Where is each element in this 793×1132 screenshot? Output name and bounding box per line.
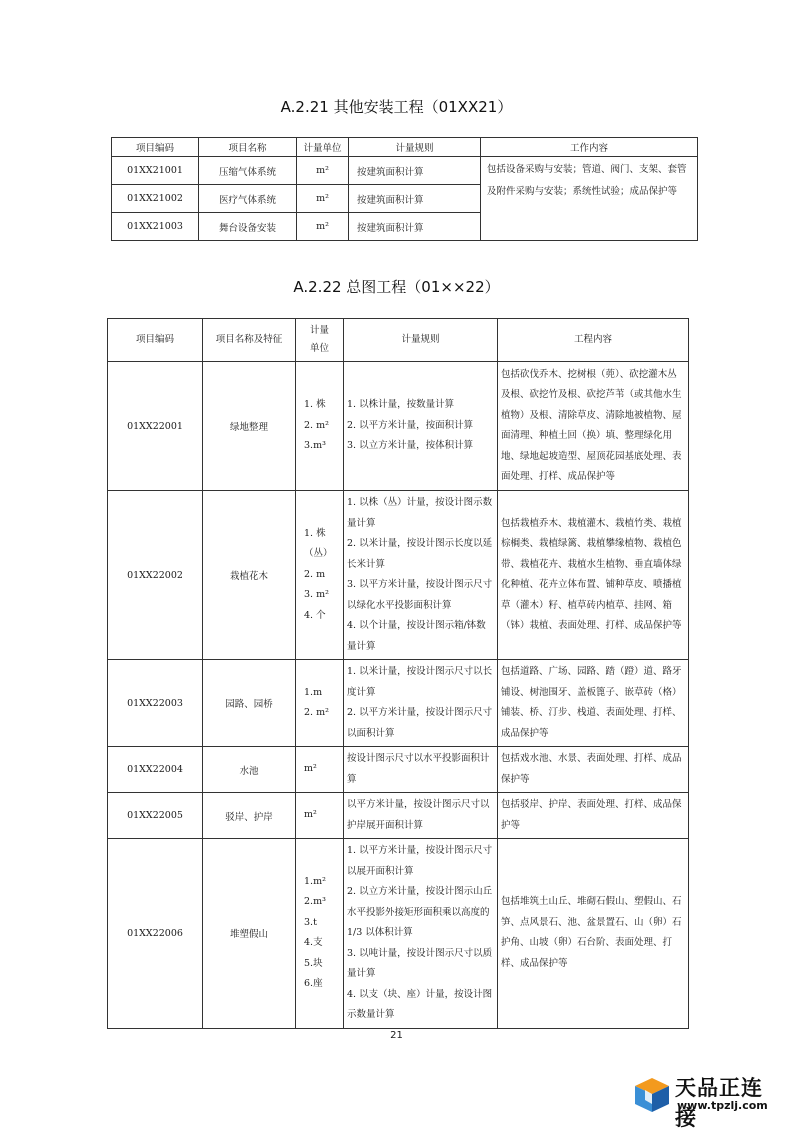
table-row xyxy=(108,747,689,793)
item-units xyxy=(296,491,344,660)
rule-line: 2. 以平方米计量，按设计图示尺寸以面积计算 xyxy=(347,707,493,739)
table-row xyxy=(108,491,689,660)
section-title-general-layout: A.2.22 总图工程（01××22） xyxy=(293,278,500,296)
unit-line: m² xyxy=(304,763,317,775)
table-row xyxy=(108,362,689,491)
item-name: 驳岸、护岸 xyxy=(203,793,296,839)
table-header-row xyxy=(112,138,698,157)
item-rules xyxy=(344,747,498,793)
item-code: 01XX21001 xyxy=(112,157,199,185)
item-rules xyxy=(344,793,498,839)
item-rules xyxy=(344,491,498,660)
item-code: 01XX22006 xyxy=(108,839,203,1029)
unit-line: 1.m² xyxy=(304,875,326,887)
unit-line: 2. m² xyxy=(304,707,329,718)
rule-line: 4. 以支（块、座）计量，按设计图示数量计算 xyxy=(347,988,493,1020)
item-unit: m² xyxy=(297,157,349,185)
item-work: 包括戏水池、水景、表面处理、打样、成品保护等 xyxy=(498,747,689,793)
section-title-other-installation: A.2.21 其他安装工程（01XX21） xyxy=(280,98,513,116)
unit-line: 3.m³ xyxy=(304,440,326,452)
item-work: 包括道路、广场、园路、踏（蹬）道、路牙铺设、树池围牙、盖板篦子、嵌草砖（格）铺装、桥、汀步、栈道、表面处理、打样、成品保护等 xyxy=(498,660,689,747)
item-name: 水池 xyxy=(203,747,296,793)
rule-line: 以平方米计量，按设计图示尺寸以护岸展开面积计算 xyxy=(347,799,490,831)
table-row xyxy=(112,157,698,185)
item-work: 包括栽植乔木、栽植灌木、栽植竹类、栽植棕榈类、栽植绿篱、栽植攀缘植物、栽植色带、栽植花卉、栽植水生植物、垂直墙体绿化种植、花卉立体布置、铺种草皮、喷播植草（灌木）籽、植草砖内植草、挂网、箱（钵）栽植、表面处理、打样、成品保护等 xyxy=(498,491,689,660)
item-work: 包括驳岸、护岸、表面处理、打样、成品保护等 xyxy=(498,793,689,839)
item-rule: 按建筑面积计算 xyxy=(349,185,481,213)
unit-line: 3.t xyxy=(304,916,317,928)
table-row xyxy=(108,793,689,839)
item-name: 绿地整理 xyxy=(203,362,296,491)
item-units xyxy=(296,362,344,491)
item-units xyxy=(296,793,344,839)
header-work: 工作内容 xyxy=(481,138,698,157)
unit-line: 1. 株 xyxy=(304,527,326,539)
item-code: 01XX22005 xyxy=(108,793,203,839)
header-name: 项目名称及特征 xyxy=(203,319,296,362)
item-code: 01XX22002 xyxy=(108,491,203,660)
item-rule: 按建筑面积计算 xyxy=(349,157,481,185)
unit-line: m² xyxy=(304,809,317,821)
header-code: 项目编码 xyxy=(112,138,199,157)
unit-line: 2. m xyxy=(304,568,326,580)
item-rules xyxy=(344,839,498,1029)
table-header-row xyxy=(108,319,689,362)
unit-line: 5.块 xyxy=(304,957,323,969)
rule-line: 按设计图示尺寸以水平投影面积计算 xyxy=(347,753,490,785)
header-rule: 计量规则 xyxy=(344,319,498,362)
logo-cube-icon xyxy=(633,1076,671,1114)
logo-name: 天品正连接 xyxy=(675,1076,763,1130)
item-unit: m² xyxy=(297,213,349,241)
logo-url: www.tpzlj.com xyxy=(677,1099,768,1112)
header-unit: 计量单位 xyxy=(297,138,349,157)
rule-line: 2. 以立方米计量，按设计图示山丘水平投影外接矩形面积乘以高度的1/3 以体积计算 xyxy=(347,886,493,938)
header-work: 工程内容 xyxy=(498,319,689,362)
table-row xyxy=(108,660,689,747)
item-name: 医疗气体系统 xyxy=(199,185,297,213)
item-work: 包括设备采购与安装；管道、阀门、支架、套管及附件采购与安装；系统性试验；成品保护等 xyxy=(481,157,698,241)
watermark-logo xyxy=(633,1072,783,1130)
item-name: 栽植花木 xyxy=(203,491,296,660)
rule-line: 4. 以个计量，按设计图示箱/钵数量计算 xyxy=(347,620,486,652)
item-code: 01XX22003 xyxy=(108,660,203,747)
unit-line: 1.m xyxy=(304,686,323,698)
item-units xyxy=(296,839,344,1029)
general-layout-table xyxy=(107,318,689,1029)
item-unit: m² xyxy=(297,185,349,213)
unit-line: 4. 个 xyxy=(304,609,326,621)
item-name: 压缩气体系统 xyxy=(199,157,297,185)
item-units xyxy=(296,660,344,747)
other-installation-table xyxy=(111,137,698,241)
unit-line: 6.座 xyxy=(304,978,323,990)
header-unit: 计量 单位 xyxy=(296,319,344,362)
header-name: 项目名称 xyxy=(199,138,297,157)
rule-line: 3. 以立方米计量，按体积计算 xyxy=(347,440,474,452)
rule-line: 3. 以吨计量，按设计图示尺寸以质量计算 xyxy=(347,947,493,979)
page-number: 21 xyxy=(390,1030,403,1041)
item-rules xyxy=(344,362,498,491)
unit-line: 1. 株 xyxy=(304,399,326,411)
rule-line: 1. 以米计量，按设计图示尺寸以长度计算 xyxy=(347,666,493,698)
unit-line: 2.m³ xyxy=(304,896,326,908)
unit-line: （丛） xyxy=(304,548,333,560)
unit-line: 3. m² xyxy=(304,589,329,601)
item-rule: 按建筑面积计算 xyxy=(349,213,481,241)
item-name: 堆塑假山 xyxy=(203,839,296,1029)
item-code: 01XX22001 xyxy=(108,362,203,491)
item-code: 01XX21002 xyxy=(112,185,199,213)
item-units xyxy=(296,747,344,793)
item-name: 舞台设备安装 xyxy=(199,213,297,241)
rule-line: 3. 以平方米计量，按设计图示尺寸以绿化水平投影面积计算 xyxy=(347,579,493,611)
item-work: 包括砍伐乔木、挖树根（蔸）、砍挖灌木丛及根、砍挖竹及根、砍挖芦苇（或其他水生植物）及根、清除草皮、清除地被植物、屋面清理、种植土回（换）填、整理绿化用地、绿地起坡造型、屋顶花园基底处理、表面处理、打样、成品保护等 xyxy=(498,362,689,491)
rule-line: 1. 以平方米计量，按设计图示尺寸以展开面积计算 xyxy=(347,845,493,877)
unit-line: 4.支 xyxy=(304,937,323,949)
item-code: 01XX22004 xyxy=(108,747,203,793)
rule-line: 2. 以平方米计量，按面积计算 xyxy=(347,419,474,431)
item-rules xyxy=(344,660,498,747)
rule-line: 1. 以株（丛）计量，按设计图示数量计算 xyxy=(347,497,493,529)
unit-line: 2. m² xyxy=(304,419,329,431)
rule-line: 2. 以米计量，按设计图示长度以延长米计算 xyxy=(347,538,493,570)
header-rule: 计量规则 xyxy=(349,138,481,157)
header-code: 项目编码 xyxy=(108,319,203,362)
table-row xyxy=(108,839,689,1029)
rule-line: 1. 以株计量，按数量计算 xyxy=(347,399,455,411)
item-name: 园路、园桥 xyxy=(203,660,296,747)
item-work: 包括堆筑土山丘、堆砌石假山、塑假山、石笋、点风景石、池、盆景置石、山（卵）石护角、山坡（卵）石台阶、表面处理、打样、成品保护等 xyxy=(498,839,689,1029)
item-code: 01XX21003 xyxy=(112,213,199,241)
